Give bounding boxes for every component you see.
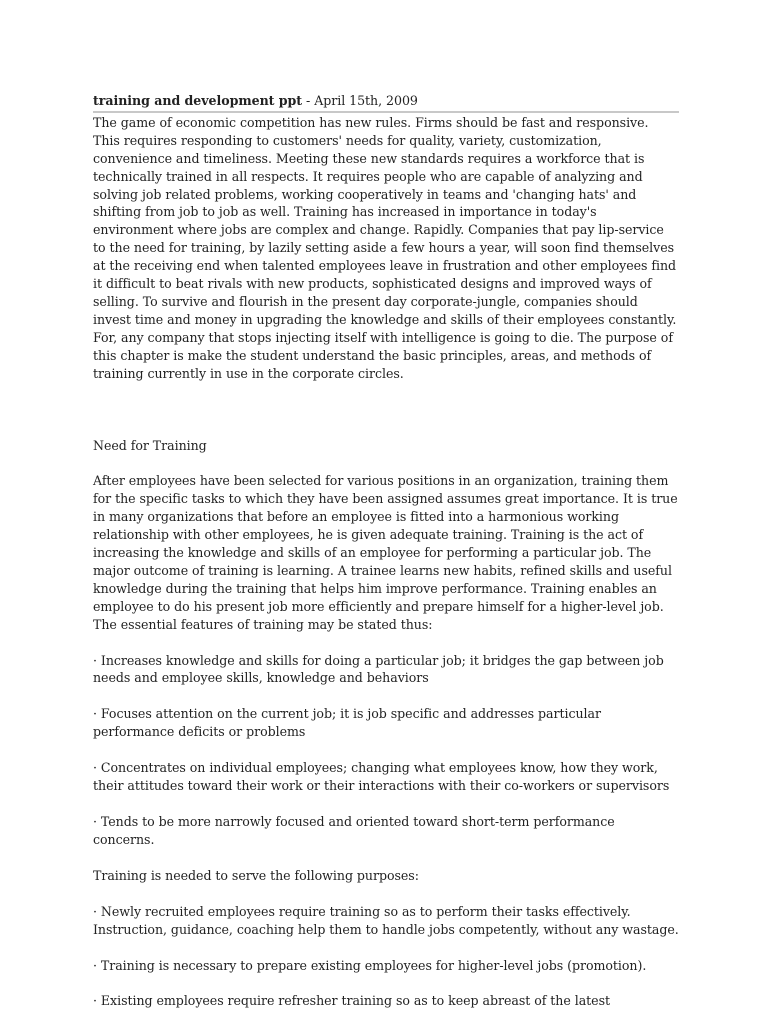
purpose-bullet-refresher: · Existing employees require refresher training so as to keep abreast of the latest: [93, 993, 610, 1009]
article-title: training and development ppt: [93, 93, 303, 108]
section-intro-paragraph: After employees have been selected for various positions in an organization, training them for the specific tasks to which they have been assigned assumes great importance. It is true in many organizations that before an employee is fitted into a harmonious working relationship with other employees, he is given adequate training. Training is the act of increasing the knowledge and skills of an employee for performing a particular job. The major outcome of training is learning. A trainee learns new habits, refined skills and useful knowledge during the training that helps him improve performance. Training enables an employee to do his present job more efficiently and prepare himself for a higher-level job. The essential features of training may be stated thus:: [93, 473, 678, 632]
document-page: [93, 92, 679, 1028]
feature-bullet-individual: · Concentrates on individual employees; changing what employees know, how they work, their attitudes toward their work or their interactions with their co-workers or supervisors: [93, 760, 670, 794]
feature-bullet-knowledge: · Increases knowledge and skills for doing a particular job; it bridges the gap between job needs and employee skills, knowledge and behaviors: [93, 652, 664, 686]
date-separator: -: [302, 93, 315, 108]
article-date: April 15th, 2009: [314, 93, 418, 108]
purposes-intro: Training is needed to serve the following purposes:: [93, 867, 419, 883]
article-heading: [93, 92, 679, 113]
feature-bullet-short-term: · Tends to be more narrowly focused and oriented toward short-term performance concerns.: [93, 814, 615, 847]
section-heading: Need for Training: [93, 437, 207, 453]
purpose-bullet-promotion: · Training is necessary to prepare existing employees for higher-level jobs (promotion).: [93, 957, 647, 973]
intro-paragraph: The game of economic competition has new rules. Firms should be fast and responsive. This requires responding to customers' needs for quality, variety, customization, convenience and timeliness. Meeting these new standards requires a workforce that is technically trained in all respects. It requires people who are capable of analyzing and solving job related problems, working cooperatively in teams and 'changing hats' and shifting from job to job as well. Training has increased in importance in today's environment where jobs are complex and change. Rapidly. Companies that pay lip-service to the need for training, by lazily setting aside a few hours a year, will soon find themselves at the receiving end when talented employees leave in frustration and other employees find it difficult to beat rivals with new products, sophisticated designs and improved ways of selling. To survive and flourish in the present day corporate-jungle, companies should invest time and money in upgrading the knowledge and skills of their employees constantly. For, any company that stops injecting itself with intelligence is going to die. The purpose of this chapter is make the student understand the basic principles, areas, and methods of training currently in use in the corporate circles.: [93, 114, 677, 381]
feature-bullet-current-job: · Focuses attention on the current job; it is job specific and addresses particular performance deficits or problems: [93, 706, 601, 740]
purpose-bullet-new-recruits: · Newly recruited employees require training so as to perform their tasks effectively. Instruction, guidance, coaching help them to handle jobs competently, without any wastage.: [93, 903, 679, 937]
